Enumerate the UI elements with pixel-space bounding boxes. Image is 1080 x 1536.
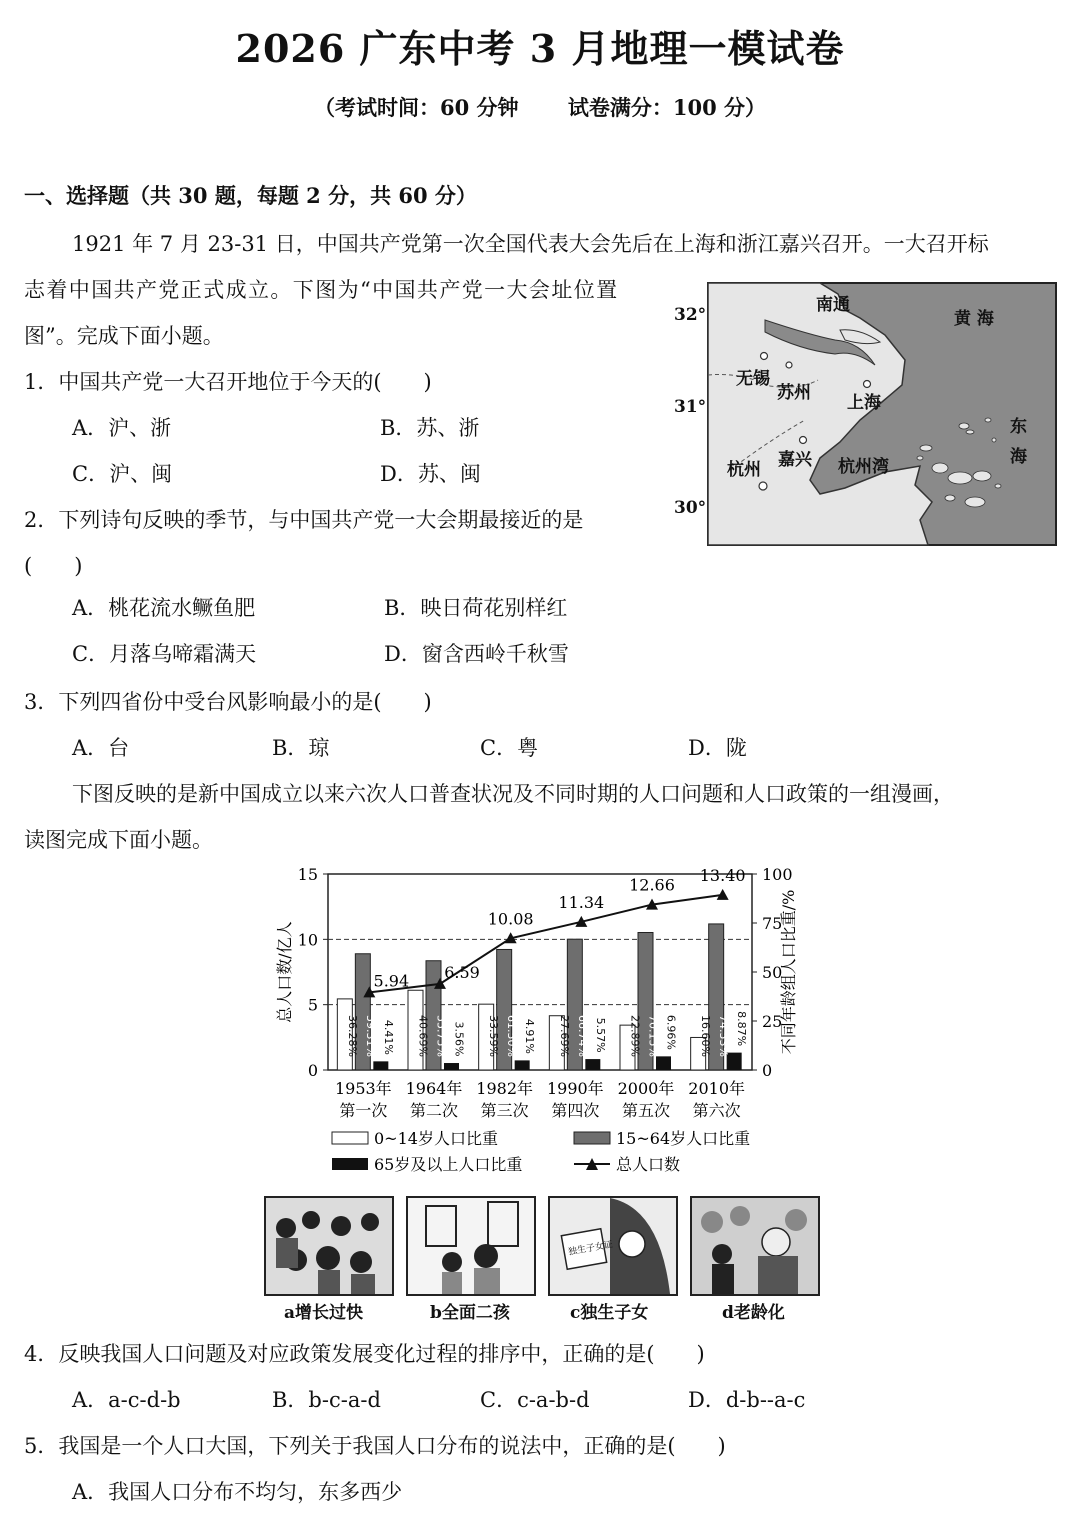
label-donghai-1: 东	[1010, 417, 1027, 437]
lat-30: 30°	[674, 498, 707, 518]
lat-31: 31°	[674, 397, 707, 417]
section-title: 一、选择题（共 30 题，每题 2 分，共 60 分）	[24, 183, 477, 208]
left-tick-label: 15	[297, 865, 318, 884]
bar-value-label: 55.75%	[434, 1015, 448, 1057]
category-sublabel: 第六次	[692, 1101, 741, 1120]
cartoon-d	[690, 1196, 820, 1296]
q3-option-d[interactable]: D．陇	[688, 736, 747, 760]
q2-stem-2: ( )	[24, 554, 83, 578]
certificate-text: 独生子女证	[567, 1240, 614, 1258]
bar-value-label: 74.53%	[717, 1015, 731, 1057]
right-tick-label: 100	[762, 865, 793, 884]
intro1-line3: 图”。完成下面小题。	[24, 324, 224, 348]
bar-value-label: 4.91%	[523, 1018, 537, 1054]
intro2-line2: 读图完成下面小题。	[24, 828, 213, 852]
total-population-label: 10.08	[487, 909, 534, 929]
legend-swatch-15-64	[574, 1132, 610, 1144]
population-chart	[262, 858, 802, 1188]
legend-label-65-plus: 65岁及以上人口比重	[374, 1155, 523, 1174]
intro1-line1: 1921 年 7 月 23-31 日，中国共产党第一次全国代表大会先后在上海和浙江嘉兴召开。一大召开标	[72, 232, 989, 256]
label-wuxi: 无锡	[736, 369, 770, 389]
label-jiaxing: 嘉兴	[778, 450, 812, 470]
q2-option-d[interactable]: D．窗含西岭千秋雪	[384, 642, 569, 666]
category-label: 1953年	[334, 1079, 392, 1098]
q1-option-a[interactable]: A．沪、浙	[72, 416, 172, 440]
bar-value-label: 66.74%	[575, 1015, 589, 1057]
right-tick-label: 25	[762, 1012, 783, 1031]
bar-value-label: 4.41%	[381, 1019, 395, 1055]
page-title: 2026 广东中考 3 月地理一模试卷	[235, 26, 845, 71]
q2-option-b[interactable]: B．映日荷花别样红	[384, 596, 568, 620]
lat-32: 32°	[674, 305, 707, 325]
category-label: 1990年	[546, 1079, 604, 1098]
cartoon-a	[264, 1196, 394, 1296]
bar-value-label: 33.59%	[487, 1015, 501, 1057]
q4-stem: 4．反映我国人口问题及对应政策发展变化过程的排序中，正确的是( )	[24, 1342, 705, 1366]
q2-stem: 2．下列诗句反映的季节，与中国共产党一大会期最接近的是	[24, 508, 584, 532]
bar-value-label: 59.31%	[363, 1015, 377, 1057]
q4-option-c[interactable]: C．c-a-b-d	[480, 1388, 590, 1412]
category-sublabel: 第二次	[409, 1101, 459, 1120]
cartoon-a-caption: a增长过快	[284, 1303, 364, 1323]
bar-value-label: 70.15%	[646, 1015, 660, 1057]
left-tick-label: 5	[307, 995, 318, 1015]
label-suzhou: 苏州	[777, 383, 811, 403]
label-shanghai: 上海	[847, 393, 881, 413]
label-huanghai: 黄 海	[954, 309, 994, 329]
right-axis-title: 不同年龄组人口比重/%	[779, 889, 798, 1055]
q1-option-d[interactable]: D．苏、闽	[380, 462, 481, 486]
total-population-label: 13.40	[699, 865, 746, 885]
location-map	[670, 280, 1062, 552]
bar-value-label: 22.89%	[628, 1015, 642, 1057]
total-population-label: 5.94	[373, 971, 410, 991]
category-sublabel: 第五次	[621, 1101, 671, 1120]
q4-option-b[interactable]: B．b-c-a-d	[272, 1388, 381, 1412]
bar-value-label: 5.57%	[593, 1017, 607, 1053]
bar-age-65-plus	[585, 1059, 600, 1070]
category-label: 1982年	[476, 1079, 534, 1098]
label-nantong: 南通	[816, 295, 850, 315]
category-label: 1964年	[405, 1079, 463, 1098]
label-hangzhou: 杭州	[727, 460, 761, 480]
q5-stem: 5．我国是一个人口大国，下列关于我国人口分布的说法中，正确的是( )	[24, 1434, 726, 1458]
q4-option-d[interactable]: D．d-b--a-c	[688, 1388, 806, 1412]
right-tick-label: 50	[762, 963, 783, 982]
q3-option-c[interactable]: C．粤	[480, 736, 539, 760]
right-tick-label: 0	[762, 1061, 773, 1080]
legend-swatch-65-plus	[332, 1158, 368, 1170]
bar-age-65-plus	[444, 1063, 459, 1070]
category-label: 2010年	[688, 1079, 746, 1098]
bar-value-label: 27.69%	[557, 1015, 571, 1057]
category-sublabel: 第一次	[339, 1101, 388, 1120]
cartoon-b	[406, 1196, 536, 1296]
legend-label-0-14: 0~14岁人口比重	[374, 1129, 498, 1148]
bar-value-label: 61.50%	[505, 1015, 519, 1057]
bar-value-label: 36.28%	[345, 1015, 359, 1057]
bar-value-label: 40.69%	[416, 1015, 430, 1057]
left-tick-label: 10	[297, 930, 318, 950]
q5-option-a[interactable]: A．我国人口分布不均匀，东多西少	[72, 1480, 403, 1504]
exam-info: （考试时间：60 分钟 试卷满分：100 分）	[314, 95, 766, 120]
right-tick-label: 75	[762, 914, 783, 933]
left-tick-label: 0	[307, 1061, 318, 1080]
total-population-point	[717, 889, 729, 900]
bar-value-label: 6.96%	[664, 1014, 678, 1050]
left-axis-title: 总人口数/亿人	[275, 921, 294, 1023]
q1-option-c[interactable]: C．沪、闽	[72, 462, 173, 486]
q1-stem: 1．中国共产党一大召开地位于今天的( )	[24, 370, 432, 394]
label-hangzhouwan: 杭州湾	[838, 457, 889, 477]
bar-value-label: 8.87%	[735, 1011, 749, 1047]
bar-value-label: 3.56%	[452, 1021, 466, 1057]
q3-stem: 3．下列四省份中受台风影响最小的是( )	[24, 690, 432, 714]
total-population-line	[369, 892, 722, 992]
bar-age-65-plus	[373, 1061, 388, 1070]
q4-option-a[interactable]: A．a-c-d-b	[72, 1388, 181, 1412]
category-sublabel: 第三次	[480, 1101, 529, 1120]
q3-option-a[interactable]: A．台	[72, 736, 130, 760]
bar-age-65-plus	[656, 1056, 671, 1070]
q1-option-b[interactable]: B．苏、浙	[380, 416, 480, 440]
cartoon-c	[548, 1196, 678, 1296]
cartoon-b-caption: b全面二孩	[430, 1303, 510, 1323]
category-label: 2000年	[617, 1079, 675, 1098]
q3-option-b[interactable]: B．琼	[272, 736, 330, 760]
bar-value-label: 16.60%	[699, 1015, 713, 1057]
total-population-label: 12.66	[629, 875, 675, 895]
label-donghai-2: 海	[1010, 447, 1027, 467]
cartoon-c-caption: c独生子女	[570, 1303, 649, 1323]
total-population-label: 6.59	[444, 962, 480, 982]
legend-label-total: 总人口数	[616, 1155, 681, 1174]
legend-label-15-64: 15~64岁人口比重	[616, 1129, 751, 1148]
q2-option-a[interactable]: A．桃花流水鳜鱼肥	[72, 596, 256, 620]
cartoon-d-caption: d老龄化	[722, 1303, 785, 1323]
category-sublabel: 第四次	[551, 1101, 600, 1120]
q2-option-c[interactable]: C．月落乌啼霜满天	[72, 642, 257, 666]
total-population-label: 11.34	[558, 892, 605, 912]
legend-swatch-0-14	[332, 1132, 368, 1144]
bar-age-65-plus	[515, 1060, 530, 1070]
intro2-line1: 下图反映的是新中国成立以来六次人口普查状况及不同时期的人口问题和人口政策的一组漫画，	[72, 782, 954, 806]
intro1-line2: 志着中国共产党正式成立。下图为“中国共产党一大会址位置	[24, 278, 619, 302]
